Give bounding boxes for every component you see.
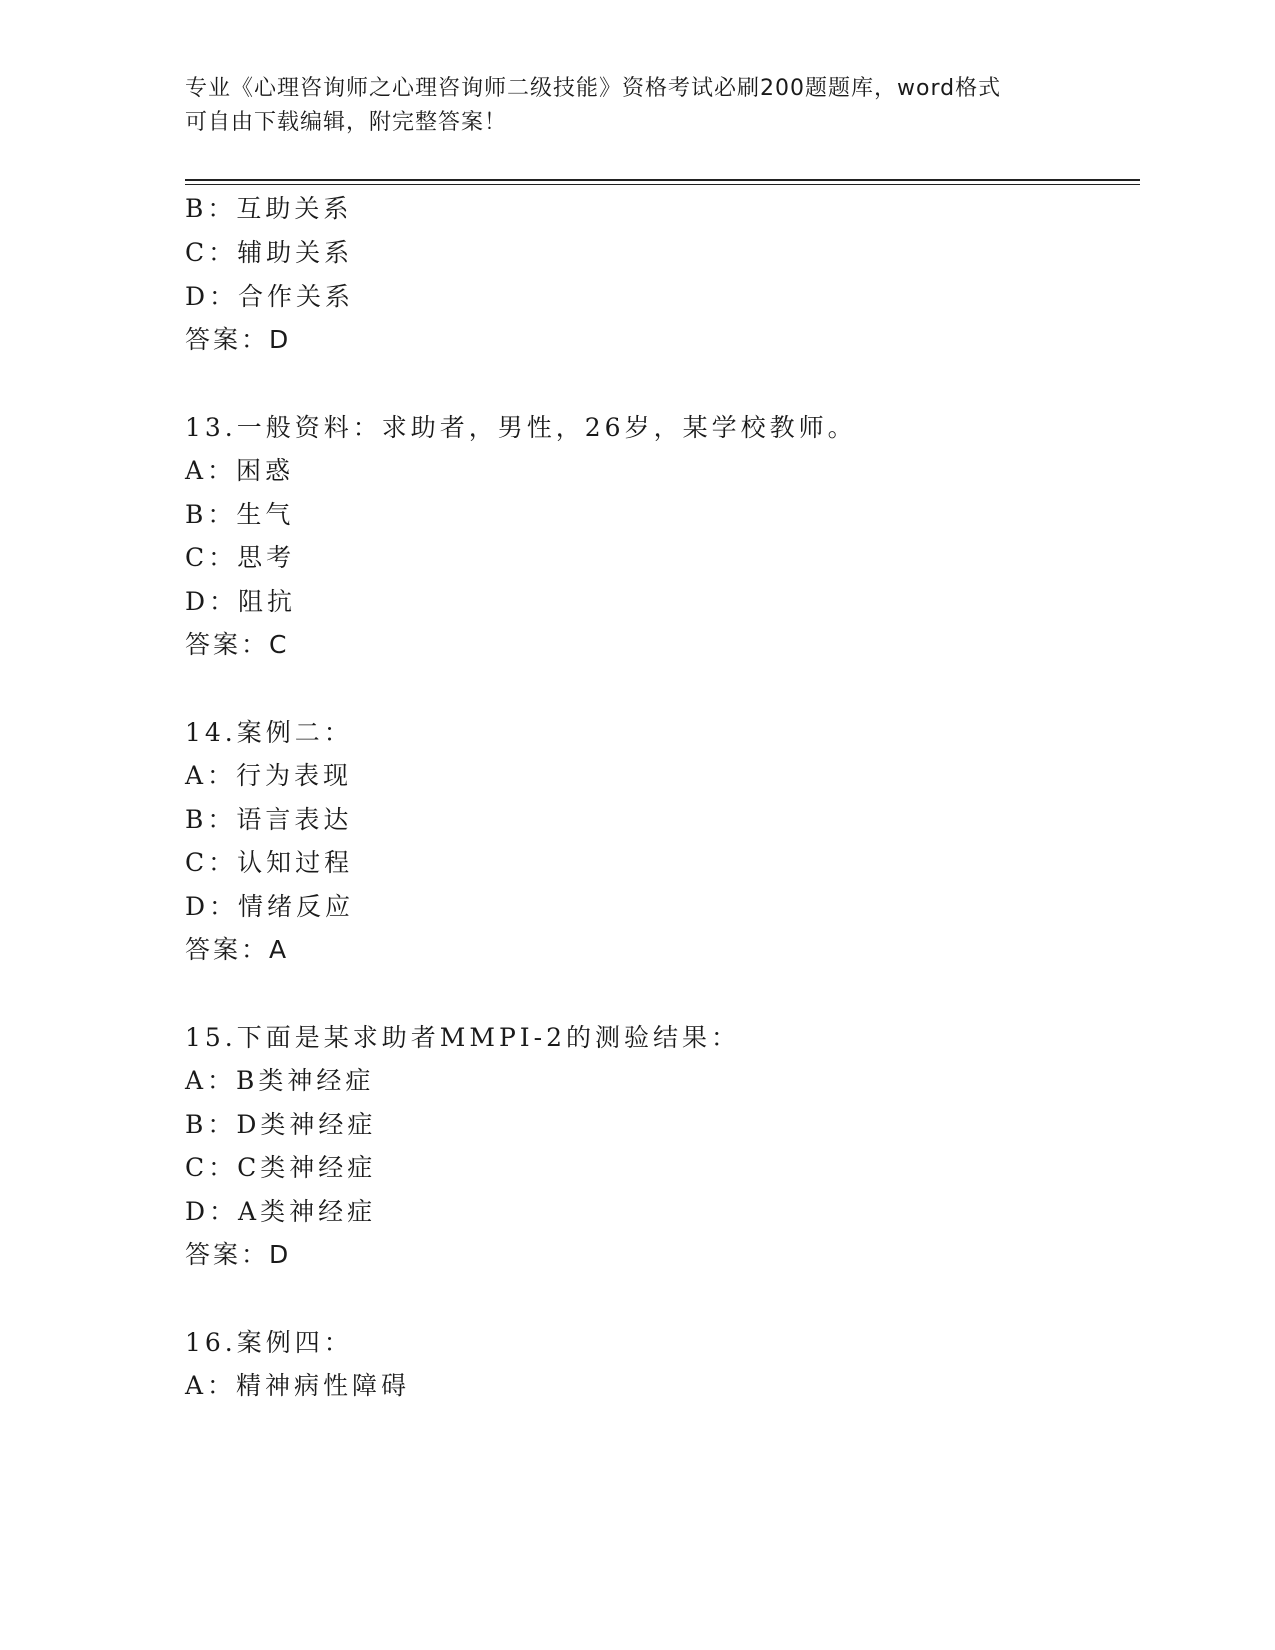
option-c: C：辅助关系 — [185, 238, 354, 267]
option-a: A：行为表现 — [185, 761, 353, 790]
option-c: C：思考 — [185, 543, 296, 572]
option-c: C：认知过程 — [185, 848, 354, 877]
header-divider-thin — [185, 184, 1140, 185]
option-a: A：精神病性障碍 — [185, 1371, 411, 1400]
option-b: B：生气 — [185, 500, 295, 529]
option-a: A：B类神经症 — [185, 1066, 375, 1095]
question-14: 14.案例二： — [185, 718, 353, 747]
header-line-1: 专业《心理咨询师之心理咨询师二级技能》资格考试必刷200题题库，word格式 — [185, 76, 1002, 101]
answer: 答案：D — [185, 325, 292, 354]
question-13: 13.一般资料：求助者，男性，26岁，某学校教师。 — [185, 413, 857, 442]
option-b: B：D类神经症 — [185, 1110, 377, 1139]
header-divider — [185, 179, 1140, 181]
question-15: 15.下面是某求助者MMPI-2的测验结果： — [185, 1023, 741, 1052]
option-a: A：困惑 — [185, 456, 295, 485]
option-d: D：情绪反应 — [185, 892, 355, 921]
option-b: B：语言表达 — [185, 805, 353, 834]
option-b: B：互助关系 — [185, 194, 353, 223]
answer: 答案：A — [185, 935, 290, 964]
option-d: D：阻抗 — [185, 587, 297, 616]
question-16: 16.案例四： — [185, 1328, 353, 1357]
option-c: C：C类神经症 — [185, 1153, 377, 1182]
option-d: D：合作关系 — [185, 282, 355, 311]
option-d: D：A类神经症 — [185, 1197, 377, 1226]
answer: 答案：D — [185, 1240, 292, 1269]
document-header — [185, 72, 1085, 140]
answer: 答案：C — [185, 630, 290, 659]
header-line-2: 可自由下载编辑，附完整答案！ — [185, 110, 508, 135]
